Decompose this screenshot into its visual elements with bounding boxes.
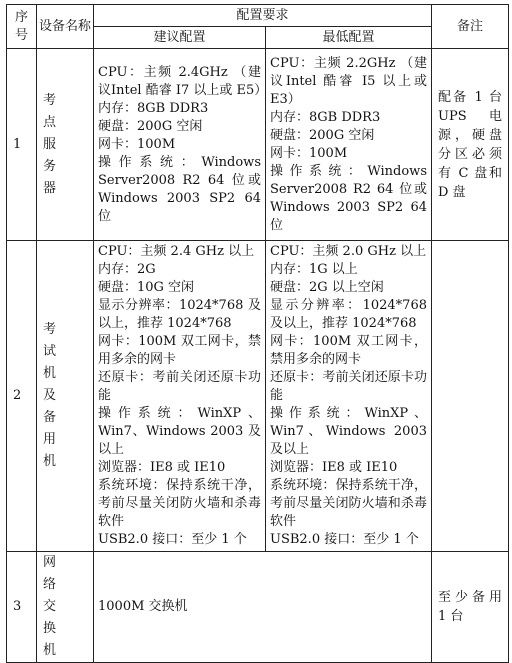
spec-line: 硬盘：200G 空闲: [270, 127, 375, 143]
minimum-spec-cell: [266, 49, 432, 241]
spec-line: CPU：主频 2.4 GHz 以上: [98, 244, 255, 259]
spec-line: 网卡：100M 双工网卡，禁用多余的网卡: [98, 334, 261, 367]
spec-line: 系统环境：保持系统干净，考前尽量关闭防火墙和杀毒软件: [98, 478, 261, 529]
spec-line: 系统环境：保持系统干净，考前尽量关闭防火墙和杀毒软件: [270, 478, 427, 529]
spec-line: 显示分辨率：1024*768 及以上，推荐 1024*768: [98, 298, 261, 331]
spec-line: USB2.0 接口：至少 1 个: [270, 532, 419, 547]
minimum-spec-cell: [266, 241, 432, 552]
spec-line: 操作系统：WinXP、Win7、Windows 2003 及以上: [98, 406, 261, 457]
spec-line: 网卡：100M 双工网卡，禁用多余的网卡: [270, 334, 427, 367]
table-row: [7, 552, 509, 663]
spec-line: 内存：2G: [98, 262, 156, 277]
header-minimum-config: 最低配置: [266, 27, 432, 49]
row-device-name: 考试机及备用机: [37, 241, 94, 552]
spec-line: CPU：主频 2.0 GHz 以上: [270, 244, 427, 259]
spec-line: CPU：主频 2.2GHz （建议Intel 酷睿 I5 以上或 E3）: [270, 55, 427, 107]
remarks-cell: 配备 1 台 UPS 电源，硬盘分区必须有 C 盘和 D 盘: [432, 49, 509, 241]
row-seq: 1: [7, 49, 37, 241]
switch-spec-cell: 1000M 交换机: [94, 552, 432, 663]
spec-line: 硬盘：2G 以上空闲: [270, 280, 384, 295]
table-row: [7, 49, 509, 241]
spec-line: 操作系统：Windows Server2008 R2 64 位或 Windows 2003 SP2 64 位: [270, 163, 427, 233]
spec-line: 操作系统：Windows Server2008 R2 64 位或 Windows 2003 SP2 64 位: [98, 154, 261, 224]
spec-line: 内存：8GB DDR3: [98, 100, 209, 116]
spec-line: 硬盘：10G 空闲: [98, 280, 195, 295]
spec-line: CPU：主频 2.4GHz （建议Intel 酷睿 I7 以上或 E5）: [98, 64, 268, 98]
header-recommended-config: 建议配置: [94, 27, 266, 49]
spec-line: 内存：1G 以上: [270, 262, 358, 277]
header-seq: 序号: [7, 5, 37, 49]
remarks-cell: [432, 241, 509, 552]
remarks-cell: 至少备用 1 台: [432, 552, 509, 663]
spec-line: 内存：8GB DDR3: [270, 109, 381, 125]
spec-line: 网卡：100M: [270, 145, 348, 161]
spec-line: 浏览器：IE8 或 IE10: [98, 460, 226, 475]
spec-line: 操作系统：WinXP、Win7、Windows 2003 及以上: [270, 406, 427, 457]
spec-line: USB2.0 接口：至少 1 个: [98, 532, 247, 547]
equipment-config-table: [6, 4, 509, 663]
header-config-requirements: 配置要求: [94, 5, 432, 27]
spec-line: 还原卡：考前关闭还原卡功能: [270, 370, 427, 403]
header-device-name: 设备名称: [37, 5, 94, 49]
table-row: [7, 241, 509, 552]
header-row: [7, 5, 509, 27]
spec-line: 显示分辨率：1024*768 及以上，推荐 1024*768: [270, 298, 427, 331]
row-seq: 2: [7, 241, 37, 552]
recommended-spec-cell: [94, 241, 266, 552]
row-seq: 3: [7, 552, 37, 663]
spec-line: 还原卡：考前关闭还原卡功能: [98, 370, 261, 403]
row-device-name: 网络交换机: [37, 552, 94, 663]
header-remarks: 备注: [432, 5, 509, 49]
spec-line: 硬盘：200G 空闲: [98, 118, 203, 134]
recommended-spec-cell: [94, 49, 266, 241]
spec-line: 网卡：100M: [98, 136, 176, 152]
row-device-name: 考点服务器: [37, 49, 94, 241]
spec-line: 浏览器：IE8 或 IE10: [270, 460, 398, 475]
